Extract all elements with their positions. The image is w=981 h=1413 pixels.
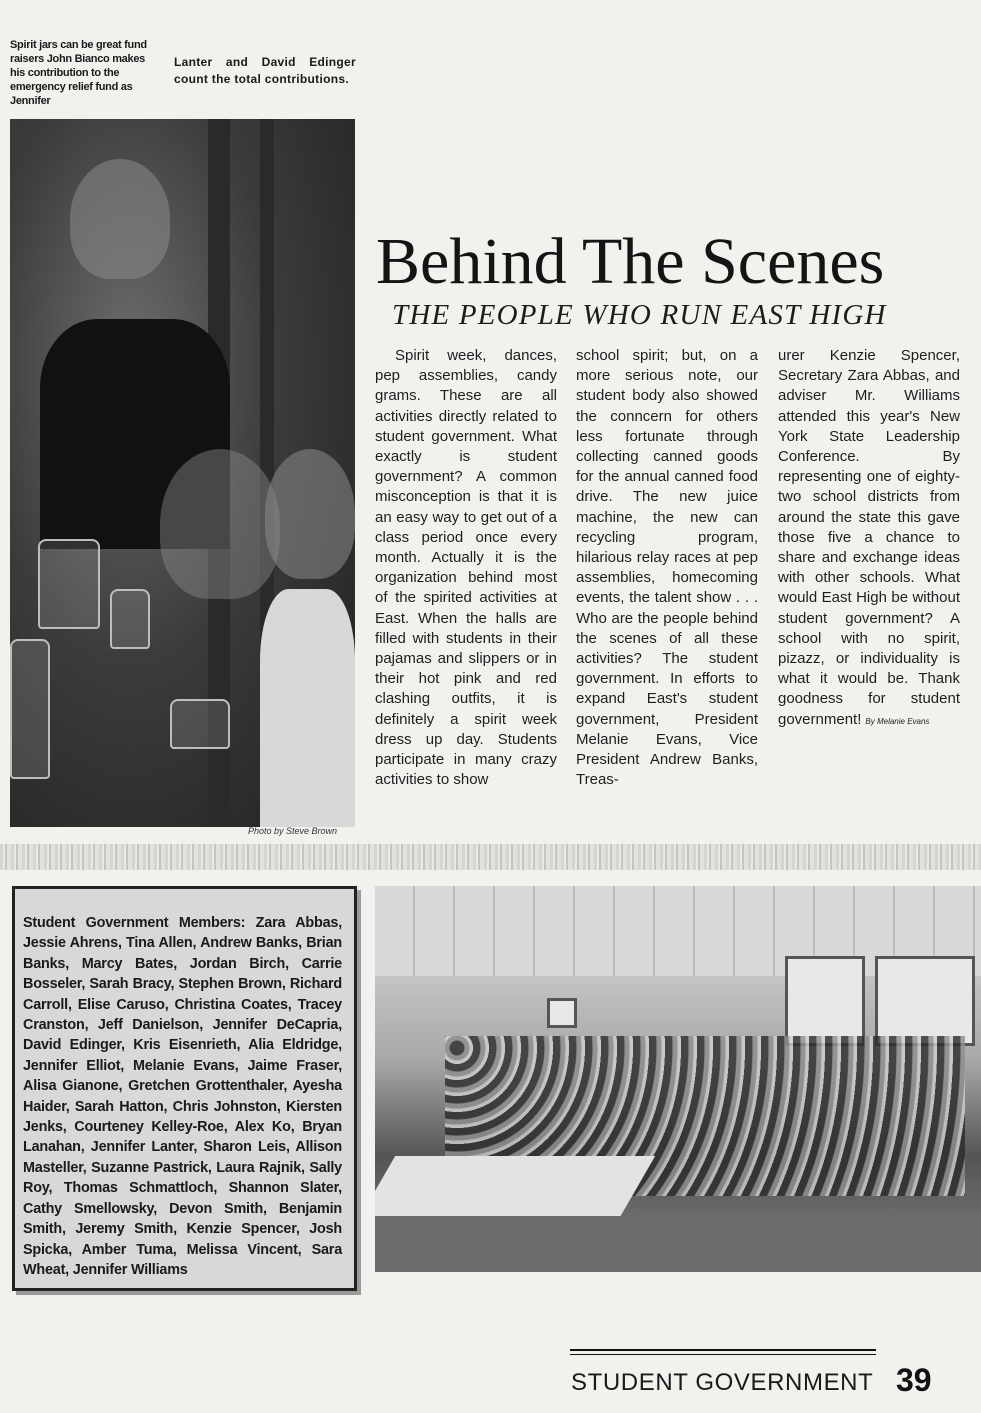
photo-spirit-jars xyxy=(10,119,355,827)
section-title: STUDENT GOVERNMENT xyxy=(571,1369,874,1396)
caption-left: Spirit jars can be great fund raisers John Bianco makes his contribution to the emergency relief fund as Jennifer xyxy=(10,39,147,107)
divider-band xyxy=(0,844,981,870)
caption-right: Lanter and David Edinger count the total contributions. xyxy=(174,55,356,86)
photo-credit: Photo by Steve Brown xyxy=(248,826,338,836)
members-list: Student Government Members: Zara Abbas, Jessie Ahrens, Tina Allen, Andrew Banks, Brian Banks, Marcy Bates, Jordan Birch, Carrie Bosseler, Sarah Bracy, Stephen Brown, Richard Carroll, Elise Caruso, Christina Coates, Tracey Cranston, Jeff Danielson, Jennifer DeCapria, David Edinger, Kris Eisenrieth, Alia Eldridge, Jennifer Elliot, Melanie Evans, Jaime Fraser, Alisa Gianone, Gretchen Grottenthaler, Ayesha Haider, Sarah Hatton, Chris Johnston, Kiersten Jenks, Courteney Kelley-Roe, Alex Ko, Bryan Lanahan, Jennifer Lanter, Sharon Leis, Allison Masteller, Suzanne Pastrick, Laura Rajnik, Sally Roy, Thomas Schmattloch, Shannon Slater, Cathy Smellowsky, Devon Smith, Benjamin Smith, Jeremy Smith, Kenzie Spencer, Josh Spicka, Amber Tuma, Melissa Vincent, Sara Wheat, Jennifer Williams xyxy=(23,915,342,1278)
article-column-3-text: urer Kenzie Spencer, Secretary Zara Abbas, and adviser Mr. Williams attended this year's New York State Leadership Conference. By representing one of eighty-two school districts from around the state this gave those five a chance to share and exchange ideas with other schools. What would East High be without student government? A school with no spirit, pizazz, or individuality is what it would be. Thank goodness for student government! xyxy=(778,347,960,728)
members-box xyxy=(12,886,357,1291)
article-subtitle: THE PEOPLE WHO RUN EAST HIGH xyxy=(392,299,887,331)
footer-rule-thin xyxy=(570,1354,876,1355)
article-column-2: school spirit; but, on a more serious note, our student body also showed the conncern for others less fortunate through collecting canned goods for the annual canned food drive. The new juice machine, the new can recycling program, hilarious relay races at pep assemblies, homecoming events, the talent show . . . Who are the people behind the scenes of all these activities? The student government. In efforts to expand East's student government, President Melanie Evans, Vice President Andrew Banks, Treas- xyxy=(576,347,758,789)
byline: By Melanie Evans xyxy=(865,716,930,726)
article-column-3 xyxy=(778,346,960,732)
article-column-1: Spirit week, dances, pep assemblies, candy grams. These are all activities directly related to student government. What exactly is student government? A common misconception is that it is an easy way to get out of a class period once every month. Actually it is the organization behind most of the spirited activities at East. When the halls are filled with students in their pajamas and slippers or in their hot pink and red clashing outfits, it is definitely a spirit week dress up day. Students participate in many crazy activities to show xyxy=(375,347,557,789)
photo-group xyxy=(375,886,981,1272)
article-title: Behind The Scenes xyxy=(376,225,885,298)
page-number: 39 xyxy=(896,1362,932,1398)
footer-rule xyxy=(570,1349,876,1351)
